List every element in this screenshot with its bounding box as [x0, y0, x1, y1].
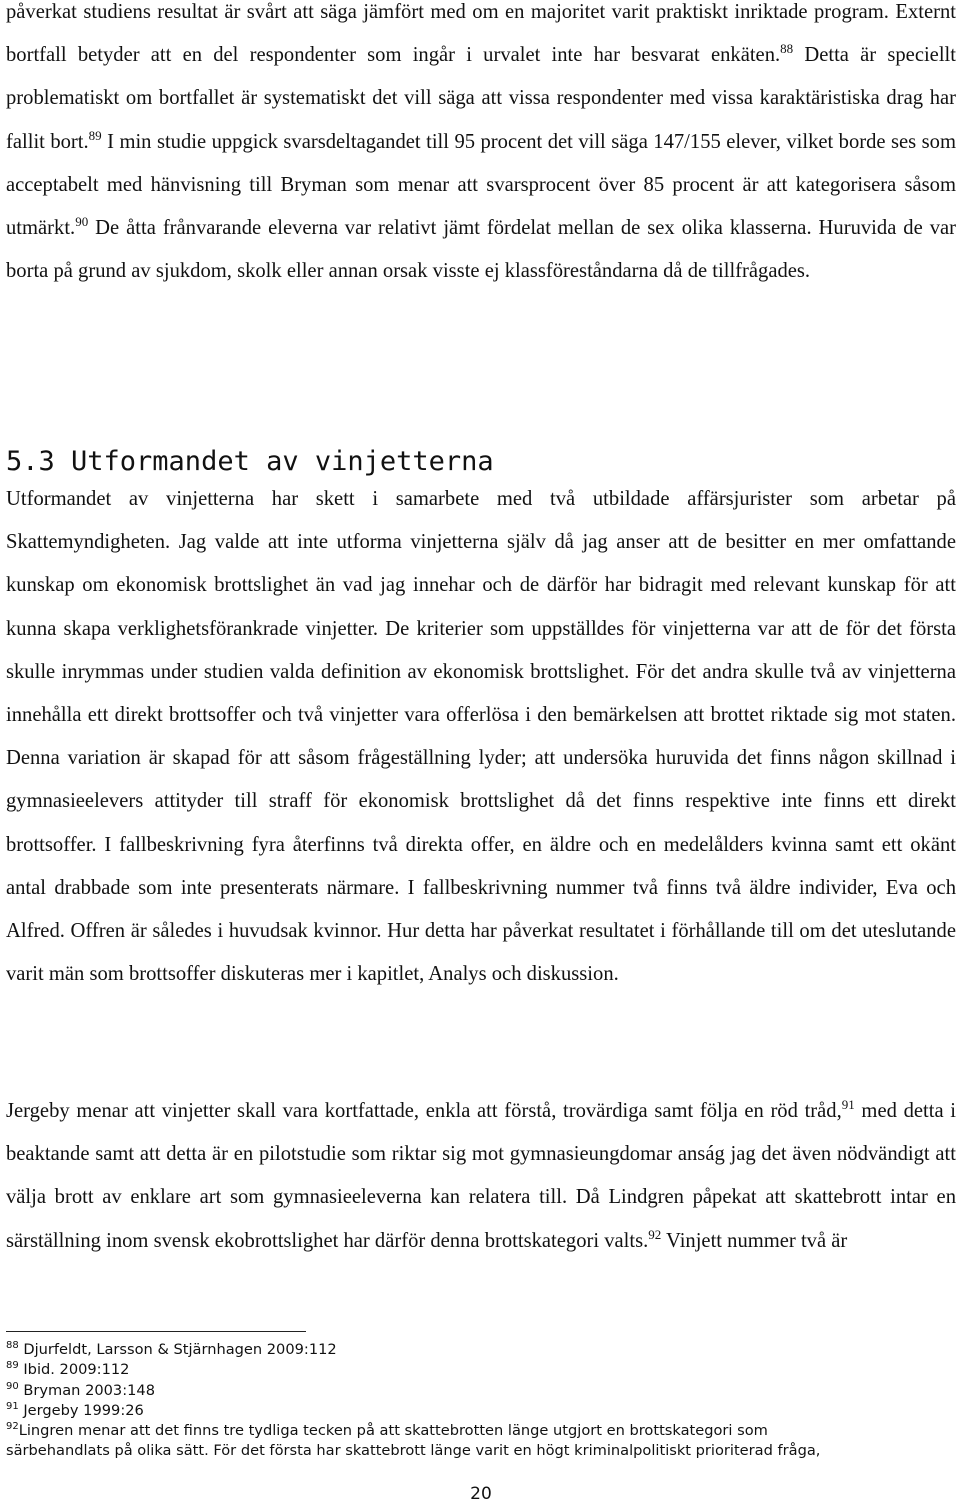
page-number: 20: [470, 1484, 492, 1504]
footnote-90: [6, 1381, 956, 1401]
footnote-92-continued: [6, 1441, 956, 1461]
footnote-text: Ibid. 2009:112: [18, 1361, 130, 1379]
footnote-91: [6, 1401, 956, 1421]
footnote-number: 90: [6, 1380, 19, 1392]
footnote-number: 91: [6, 1401, 19, 1413]
footnote-ref-88[interactable]: 88: [780, 41, 794, 57]
footnote-text: särbehandlats på olika sätt. För det första har skattebrott länge varit en högt kriminalpolitiskt prioriterad fråga,: [6, 1442, 821, 1460]
footnote-92: [6, 1421, 956, 1441]
footnote-89: [6, 1360, 956, 1380]
footnote-number: 88: [6, 1340, 19, 1352]
text-run: med detta i beaktande samt att detta är en pilotstudie som riktar sig mot gymnasieungdomar anság jag det även nödvändigt att välja brott av enklare art som gymnasieeleverna kan relatera till. Då Lindgren påpekat att skattebrott intar en särställning inom svensk ekobrottslighet har därför denna brottskategori valts.: [6, 1100, 956, 1252]
footnote-88: [6, 1340, 956, 1360]
paragraph-utformandet: Utformandet av vinjetterna har skett i samarbete med två utbildade affärsjurister som arbetar på Skattemyndigheten. Jag valde att inte utforma vinjetterna själv då jag anser att de besitter en mer omfattande kunskap om ekonomisk brottslighet än vad jag innehar och de därför har bidragit med relevant kunskap för att kunna skapa verklighetsförankrade vinjetter. De kriterier som uppställdes för vinjetterna var att de för det första skulle inrymmas under studien valda definition av ekonomisk brottslighet. För det andra skulle två av vinjetterna innehålla ett direkt brottsoffer och två vinjetter vara offerlösa i den bemärkelsen att brottet riktade sig mot staten. Denna variation är skapad för att såsom frågeställning lyder; att undersöka huruvida det finns någon skillnad i gymnasieelevers attityder till straff för ekonomisk brottslighet då det finns respektive inte finns ett direkt brottsoffer. I fallbeskrivning fyra återfinns två direkta offer, en äldre och en medelålders kvinna samt ett okänt antal drabbade som inte presenterats närmare. I fallbeskrivning nummer två finns två äldre individer, Eva och Alfred. Offren är således i huvudsak kvinnor. Hur detta har påverkat resultatet i förhållande till om det uteslutande varit män som brottsoffer diskuteras mer i kapitlet, Analys och diskussion.: [6, 488, 956, 986]
footnote-ref-91[interactable]: 91: [841, 1097, 855, 1113]
paragraph-bortfall: [6, 0, 956, 293]
footnote-number: 89: [6, 1360, 19, 1372]
text-run: Detta är speciellt problematiskt om bortfallet är systematiskt det vill säga att vissa respondenter med vissa karaktäristiska drag har fallit bort.: [6, 44, 956, 153]
footnote-number: 92: [6, 1421, 19, 1433]
text-run: Vinjett nummer två är: [661, 1229, 848, 1252]
text-run: Jergeby menar att vinjetter skall vara kortfattade, enkla att förstå, trovärdiga samt följa en röd tråd,: [6, 1100, 842, 1122]
footnote-text: Bryman 2003:148: [18, 1381, 155, 1399]
footnote-ref-89[interactable]: 89: [88, 127, 102, 143]
footnote-separator: [6, 1331, 306, 1332]
footnotes: [6, 1340, 956, 1462]
footnote-text: Djurfeldt, Larsson & Stjärnhagen 2009:112: [18, 1341, 337, 1358]
footnote-text: Lingren menar att det finns tre tydliga tecken på att skattebrotten länge utgjort en brottskategori som: [18, 1422, 768, 1440]
text-run: påverkat studiens resultat är svårt att säga jämfört med om en majoritet varit praktiskt inriktade program. Externt bortfall betyder att en del respondenter som ingår i urvalet inte har besvarat enkäten.: [6, 1, 956, 67]
text-run: De åtta frånvarande eleverna var relativt jämt fördelat mellan de sex olika klasserna. Huruvida de var borta på grund av sjukdom, skolk eller annan orsak visste ej klassföreståndarna då de tillfrågades.: [6, 217, 956, 283]
footnote-text: Jergeby 1999:26: [18, 1401, 144, 1419]
paragraph-jergeby: [6, 1090, 956, 1263]
footnote-ref-90[interactable]: 90: [75, 214, 89, 230]
footnote-ref-92[interactable]: 92: [648, 1226, 662, 1242]
text-run: I min studie uppgick svarsdeltagandet till 95 procent det vill säga 147/155 elever, vilket borde ses som acceptabelt med hänvisning till Bryman som menar att svarsprocent över 85 procent är att kategorisera såsom utmärkt.: [6, 130, 956, 240]
section-heading: 5.3 Utformandet av vinjetterna: [6, 446, 494, 477]
